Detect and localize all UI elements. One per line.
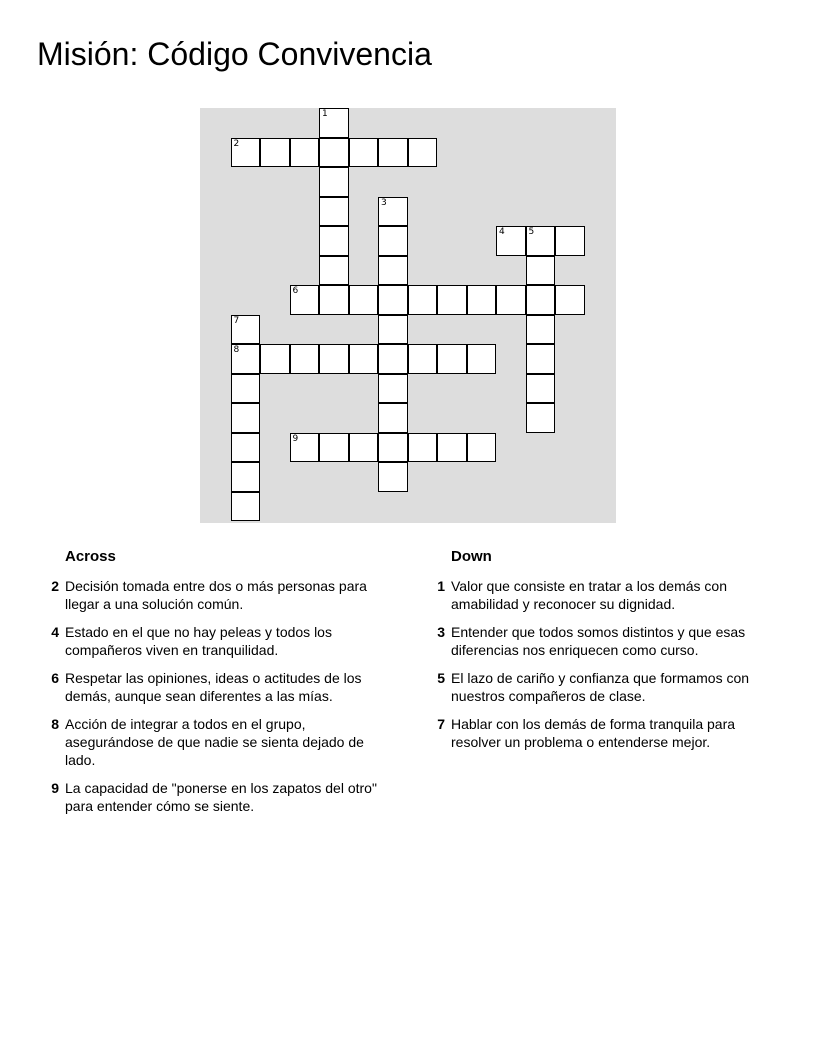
across-heading: Across — [65, 548, 116, 565]
down-heading: Down — [451, 548, 492, 565]
grid-cell[interactable] — [408, 344, 438, 374]
grid-cell[interactable] — [526, 403, 556, 433]
grid-cell[interactable] — [349, 344, 379, 374]
clue-number: 7 — [437, 716, 445, 732]
across-clue — [44, 577, 384, 613]
grid-cell[interactable] — [378, 344, 408, 374]
grid-cell[interactable] — [408, 285, 438, 315]
grid-cell[interactable] — [231, 138, 261, 168]
grid-cell[interactable] — [378, 138, 408, 168]
clue-number: 2 — [51, 578, 59, 594]
grid-cell[interactable] — [378, 256, 408, 286]
clue-number: 5 — [437, 670, 445, 686]
clue-text: Estado en el que no hay peleas y todos los compañeros viven en tranquilidad. — [65, 624, 332, 658]
grid-cell[interactable] — [378, 226, 408, 256]
grid-cell[interactable] — [378, 403, 408, 433]
grid-cell[interactable] — [378, 285, 408, 315]
grid-cell[interactable] — [319, 344, 349, 374]
grid-cell[interactable] — [319, 108, 349, 138]
grid-cell[interactable] — [231, 315, 261, 345]
grid-cell[interactable] — [260, 344, 290, 374]
grid-cell[interactable] — [290, 285, 320, 315]
clue-number: 5 — [528, 227, 535, 237]
clue-number: 9 — [51, 780, 59, 796]
grid-cell[interactable] — [349, 138, 379, 168]
grid-cell[interactable] — [319, 433, 349, 463]
across-clues — [44, 548, 384, 825]
grid-cell[interactable] — [349, 285, 379, 315]
clue-number: 4 — [499, 227, 505, 237]
clue-text: Hablar con los demás de forma tranquila para resolver un problema o entenderse mejor. — [451, 716, 736, 750]
clue-text: Acción de integrar a todos en el grupo, asegurándose de que nadie se sienta dejado de lado. — [65, 716, 364, 768]
down-clue — [430, 715, 770, 751]
across-clue — [44, 779, 384, 815]
grid-cell[interactable] — [319, 285, 349, 315]
clue-number: 6 — [292, 286, 299, 296]
grid-cell[interactable] — [526, 226, 556, 256]
down-clue — [430, 577, 770, 613]
grid-cell[interactable] — [290, 433, 320, 463]
grid-cell[interactable] — [290, 138, 320, 168]
grid-cell[interactable] — [231, 492, 261, 522]
down-clue — [430, 623, 770, 659]
clue-number: 4 — [51, 624, 59, 640]
grid-cell[interactable] — [526, 285, 556, 315]
grid-cell[interactable] — [467, 344, 497, 374]
down-clues — [430, 548, 770, 761]
clue-number: 6 — [51, 670, 59, 686]
clue-number: 1 — [322, 109, 328, 119]
clue-text: Entender que todos somos distintos y que esas diferencias nos enriquecen como curso. — [451, 624, 746, 658]
grid-cell[interactable] — [378, 197, 408, 227]
grid-cell[interactable] — [526, 344, 556, 374]
grid-cell[interactable] — [555, 285, 585, 315]
clue-number: 8 — [233, 345, 240, 355]
grid-cell[interactable] — [437, 285, 467, 315]
grid-cell[interactable] — [231, 433, 261, 463]
grid-cell[interactable] — [408, 433, 438, 463]
grid-cell[interactable] — [378, 462, 408, 492]
grid-cell[interactable] — [526, 374, 556, 404]
grid-cell[interactable] — [378, 374, 408, 404]
grid-cell[interactable] — [290, 344, 320, 374]
down-clue — [430, 669, 770, 705]
grid-cell[interactable] — [437, 344, 467, 374]
grid-cell[interactable] — [437, 433, 467, 463]
grid-cell[interactable] — [231, 344, 261, 374]
grid-cell[interactable] — [526, 256, 556, 286]
clue-text: El lazo de cariño y confianza que formamos con nuestros compañeros de clase. — [451, 670, 750, 704]
grid-cell[interactable] — [319, 256, 349, 286]
clue-number: 7 — [233, 315, 240, 326]
clue-text: Valor que consiste en tratar a los demás con amabilidad y reconocer su dignidad. — [451, 578, 728, 612]
grid-cell[interactable] — [496, 226, 526, 256]
clue-text: Respetar las opiniones, ideas o actitudes de los demás, aunque sean diferentes a las mías. — [65, 670, 362, 704]
grid-cell[interactable] — [467, 285, 497, 315]
grid-cell[interactable] — [231, 462, 261, 492]
grid-cell[interactable] — [319, 167, 349, 197]
across-clue — [44, 715, 384, 769]
clue-number: 1 — [437, 578, 445, 594]
grid-cell[interactable] — [260, 138, 290, 168]
clue-number: 9 — [292, 433, 299, 444]
grid-cell[interactable] — [349, 433, 379, 463]
grid-cell[interactable] — [555, 226, 585, 256]
crossword-grid — [200, 108, 616, 523]
grid-cell[interactable] — [231, 403, 261, 433]
page-title: Misión: Código Convivencia — [37, 36, 432, 72]
grid-cell[interactable] — [319, 138, 349, 168]
clue-number: 8 — [51, 716, 59, 732]
clue-text: La capacidad de "ponerse en los zapatos del otro" para entender cómo se siente. — [65, 780, 377, 814]
grid-cell[interactable] — [408, 138, 438, 168]
grid-cell[interactable] — [526, 315, 556, 345]
clue-number: 3 — [437, 624, 445, 640]
clue-text: Decisión tomada entre dos o más personas para llegar a una solución común. — [65, 578, 367, 612]
clue-number: 2 — [233, 138, 240, 149]
across-clue — [44, 669, 384, 705]
across-clue — [44, 623, 384, 659]
grid-cell[interactable] — [467, 433, 497, 463]
grid-cell[interactable] — [378, 315, 408, 345]
grid-cell[interactable] — [378, 433, 408, 463]
clue-number: 3 — [381, 197, 387, 208]
grid-cell[interactable] — [231, 374, 261, 404]
grid-cell[interactable] — [319, 197, 349, 227]
grid-cell[interactable] — [496, 285, 526, 315]
grid-cell[interactable] — [319, 226, 349, 256]
